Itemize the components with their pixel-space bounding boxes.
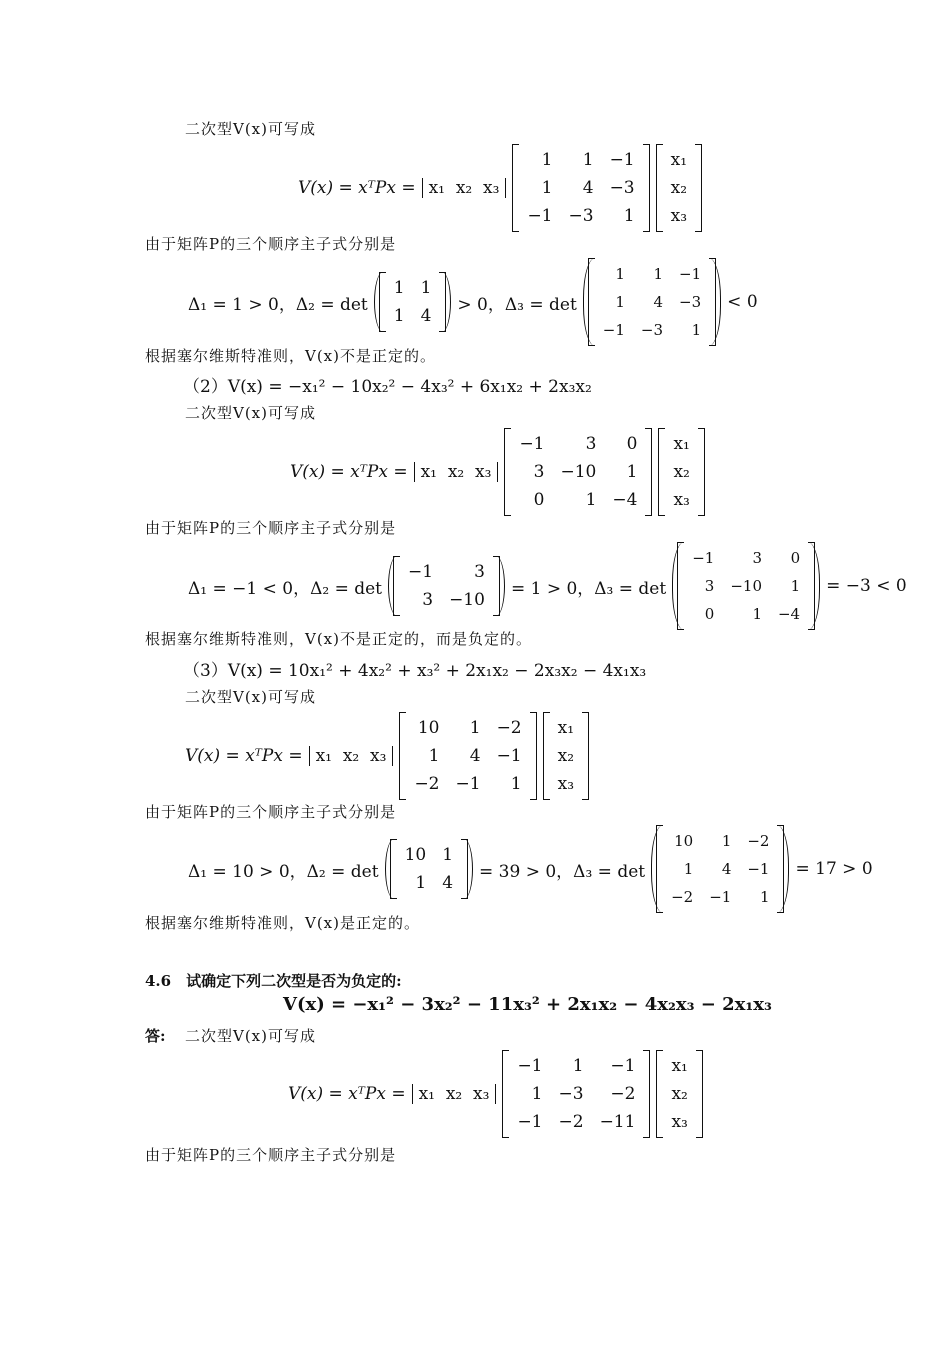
row-vector-1: x₁ x₂ x₃ <box>422 178 507 198</box>
answer-label: 答: <box>145 1027 166 1045</box>
text-minors-2: 由于矩阵P的三个顺序主子式分别是 <box>145 519 397 537</box>
conclusion-3: 根据塞尔维斯特准则，V(x)是正定的。 <box>145 914 420 932</box>
equation-1 <box>298 144 702 232</box>
text-minors-3: 由于矩阵P的三个顺序主子式分别是 <box>145 803 397 821</box>
section-4-6-equation: V(x) = −x₁² − 3x₂² − 11x₃² + 2x₁x₂ − 4x₂x₃ − 2x₁x₃ <box>283 994 772 1015</box>
equation-2: V(x) = xᵀPx = x₁ x₂ x₃ −1 3 0 3 −10 1 0 1 −4 x₁ x₂ x₃ <box>290 428 705 516</box>
section-4-6-heading: 4.6 试确定下列二次型是否为负定的: <box>145 972 402 990</box>
determinants-3: Δ₁ = 10 > 0，Δ₂ = det 10 1 1 4 = 39 > 0，Δ₃ = det 10 1 −2 1 4 −1 −2 −1 1 = 17 > 0 <box>188 825 873 913</box>
text-minors-4: 由于矩阵P的三个顺序主子式分别是 <box>145 1146 397 1164</box>
matrix-p-3: 10 1 −2 1 4 −1 −2 −1 1 <box>399 712 536 800</box>
equation-4: V(x) = xᵀPx = x₁ x₂ x₃ −1 1 −1 1 −3 −2 −1 −2 −11 x₁ x₂ x₃ <box>288 1050 703 1138</box>
problem-2-equation: （2）V(x) = −x₁² − 10x₂² − 4x₃² + 6x₁x₂ + 2x₃x₂ <box>183 377 592 397</box>
equation-3: V(x) = xᵀPx = x₁ x₂ x₃ 10 1 −2 1 4 −1 −2 −1 1 x₁ x₂ x₃ <box>185 712 589 800</box>
column-vector-1: x₁ x₂ x₃ <box>656 144 702 232</box>
conclusion-1: 根据塞尔维斯特准则，V(x)不是正定的。 <box>145 347 436 365</box>
matrix-p-2: −1 3 0 3 −10 1 0 1 −4 <box>504 428 652 516</box>
text-quadratic-form-1: 二次型V(x)可写成 <box>185 120 316 138</box>
conclusion-2: 根据塞尔维斯特准则，V(x)不是正定的，而是负定的。 <box>145 630 532 648</box>
text-minors-1: 由于矩阵P的三个顺序主子式分别是 <box>145 235 397 253</box>
problem-3-equation: （3）V(x) = 10x₁² + 4x₂² + x₃² + 2x₁x₂ − 2x₃x₂ − 4x₁x₃ <box>183 661 647 681</box>
vx-label-1: V(x) = xᵀPx = <box>298 178 416 198</box>
determinants-1: Δ₁ = 1 > 0，Δ₂ = det 1 1 1 4 > 0，Δ₃ = det 1 1 −1 1 4 −3 −1 −3 1 < 0 <box>188 258 758 346</box>
text-quadratic-form-2: 二次型V(x)可写成 <box>185 404 316 422</box>
minor-3-matrix-3: 10 1 −2 1 4 −1 −2 −1 1 <box>656 825 784 913</box>
minor-3-matrix-2: −1 3 0 3 −10 1 0 1 −4 <box>677 542 815 630</box>
minor-2-matrix-3: 10 1 1 4 <box>390 839 468 899</box>
minor-2-matrix-2: −1 3 3 −10 <box>393 556 500 616</box>
matrix-p-1: 1 1 −1 1 4 −3 −1 −3 1 <box>512 144 649 232</box>
minor-3-matrix-1: 1 1 −1 1 4 −3 −1 −3 1 <box>588 258 716 346</box>
minor-2-matrix-1: 1 1 1 4 <box>379 272 447 332</box>
text-quadratic-form-3: 二次型V(x)可写成 <box>185 688 316 706</box>
matrix-p-4: −1 1 −1 1 −3 −2 −1 −2 −11 <box>502 1050 650 1138</box>
determinants-2: Δ₁ = −1 < 0，Δ₂ = det −1 3 3 −10 = 1 > 0，Δ₃ = det −1 3 0 3 −10 1 0 1 −4 = −3 < 0 <box>188 542 907 630</box>
text-quadratic-form-4: 二次型V(x)可写成 <box>185 1027 316 1045</box>
